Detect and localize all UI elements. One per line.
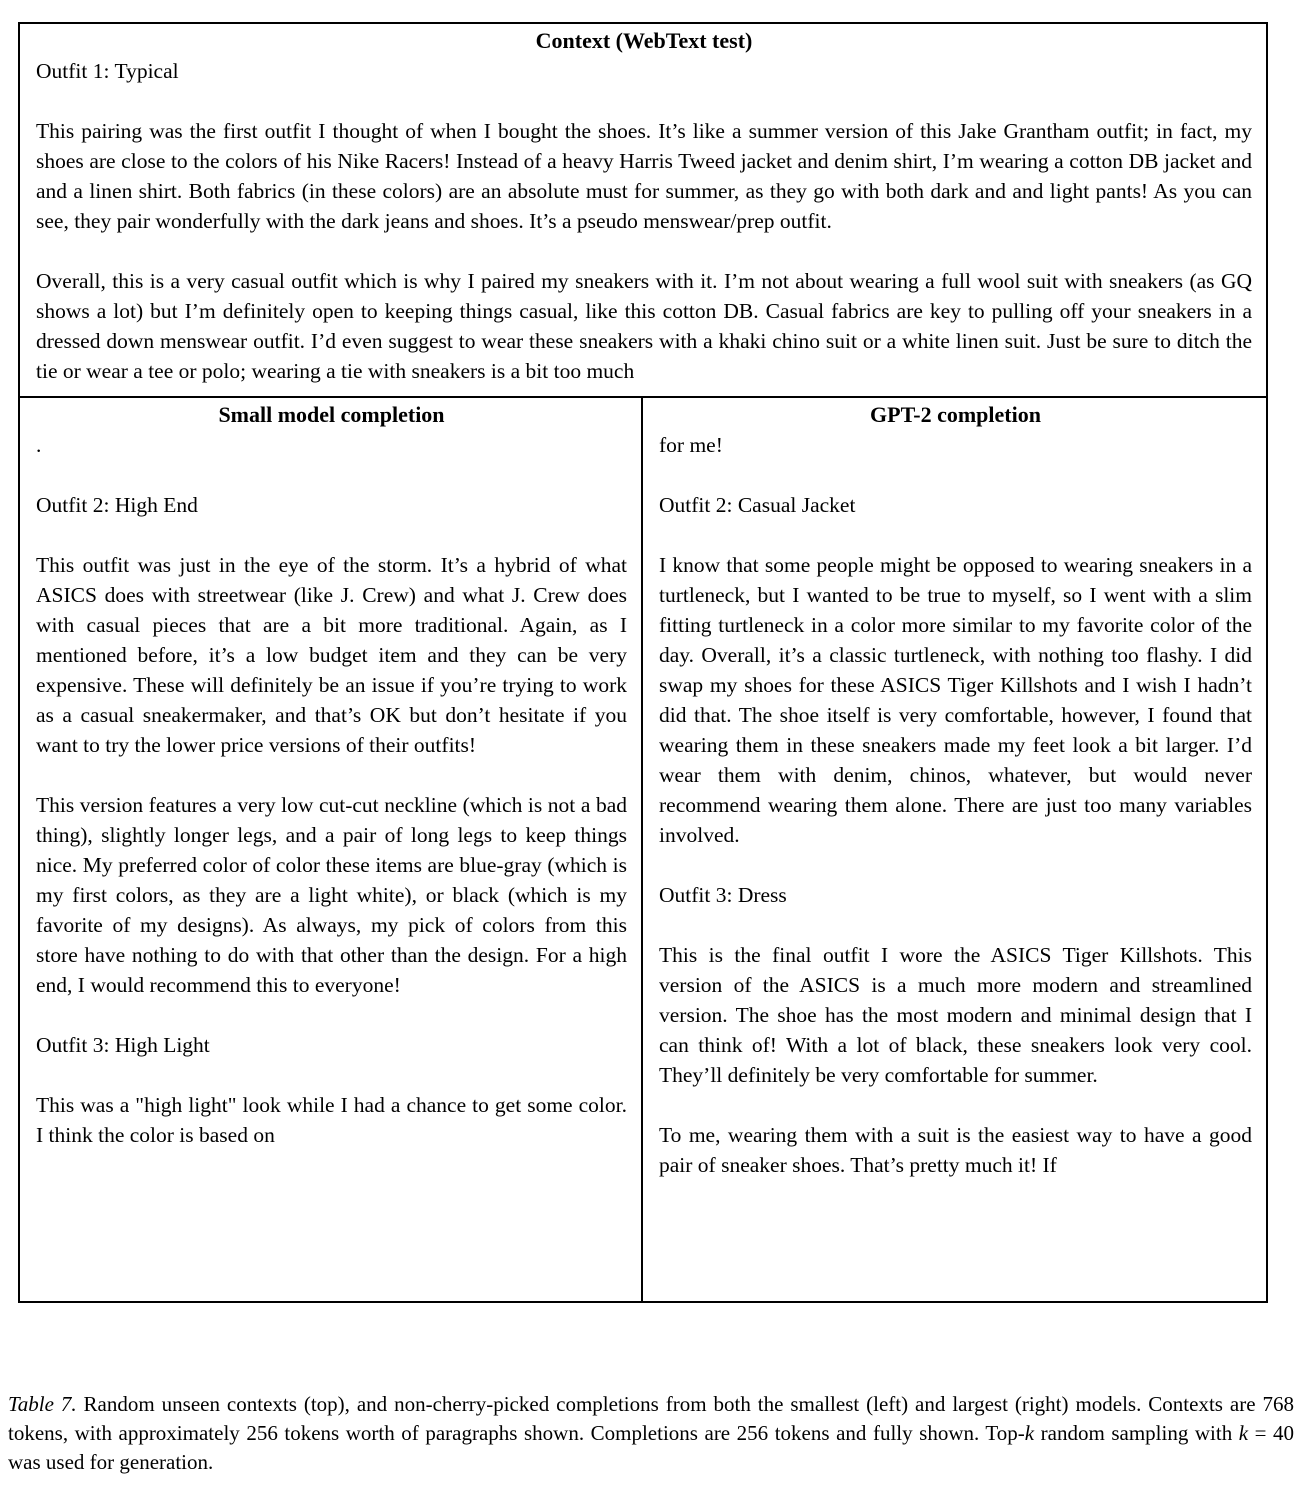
caption-text: Random unseen contexts (top), and non-cherry-picked completions from both the smallest (left) and largest (right) models. Contexts are 768 tokens, with approximately 256 tokens worth of paragraphs shown. Completions are 256 tokens and fully shown. Top-: [8, 1392, 1294, 1445]
context-paragraph: This pairing was the first outfit I thought of when I bought the shoes. It’s like a summer version of this Jake Grantham outfit; in fact, my shoes are close to the colors of his Nike Racers! Instead of a heavy Harris Tweed jacket and denim shirt, I’m wearing a cotton DB jacket and and a linen shirt. Both fabrics (in these colors) are an absolute must for summer, as they go with both dark and and light pants! As you can see, they pair wonderfully with the dark jeans and shoes. It’s a pseudo menswear/prep outfit.: [36, 119, 1252, 233]
context-outfit-heading: Outfit 1: Typical: [36, 59, 179, 83]
gpt2-paragraph: I know that some people might be opposed to wearing sneakers in a turtleneck, but I wanted to be true to myself, so I went with a slim fitting turtleneck in a color more similar to my favorite color of the day. Overall, it’s a classic turtleneck, with nothing too flashy. I did swap my shoes for these ASICS Tiger Killshots and I wish I hadn’t did that. The shoe itself is very comfortable, however, I found that wearing them in these sneakers made my feet look a bit larger. I’d wear them with denim, chinos, whatever, but would never recommend wearing them alone. There are just too many variables involved.: [659, 553, 1252, 847]
gpt2-column: [643, 398, 1266, 1301]
gpt2-paragraph: This is the final outfit I wore the ASICS Tiger Killshots. This version of the ASICS is a much more modern and streamlined version. The shoe has the most modern and minimal design that I can think of! With a lot of black, these sneakers look very cool. They’ll definitely be very comfortable for summer.: [659, 943, 1252, 1087]
small-model-outfit-heading: Outfit 2: High End: [36, 493, 198, 517]
results-table: [18, 22, 1268, 1303]
gpt2-header: GPT-2 completion: [870, 402, 1041, 427]
small-model-header: Small model completion: [218, 402, 445, 427]
small-model-fragment: .: [36, 433, 42, 457]
small-model-paragraph: This was a "high light" look while I had a chance to get some color. I think the color is based on: [36, 1093, 627, 1147]
gpt2-outfit-heading: Outfit 2: Casual Jacket: [659, 493, 856, 517]
small-model-paragraph: This outfit was just in the eye of the storm. It’s a hybrid of what ASICS does with streetwear (like J. Crew) and what J. Crew does with casual pieces that are a bit more traditional. Again, as I mentioned before, it’s a low budget item and they can be very expensive. These will definitely be an issue if you’re trying to work as a casual sneakermaker, and that’s OK but don’t hesitate if you want to try the lower price versions of their outfits!: [36, 553, 627, 757]
caption-text: = 40 was used for generation.: [8, 1421, 1295, 1474]
gpt2-fragment: for me!: [659, 433, 723, 457]
caption-label: Table 7.: [8, 1392, 77, 1416]
context-paragraph: Overall, this is a very casual outfit which is why I paired my sneakers with it. I’m not about wearing a full wool suit with sneakers (as GQ shows a lot) but I’m definitely open to keeping things casual, like this cotton DB. Casual fabrics are key to pulling off your sneakers in a dressed down menswear outfit. I’d even suggest to wear these sneakers with a khaki chino suit or a white linen suit. Just be sure to ditch the tie or wear a tee or polo; wearing a tie with sneakers is a bit too much: [36, 269, 1252, 383]
caption-k-variable: k: [1238, 1421, 1249, 1445]
small-model-outfit-heading: Outfit 3: High Light: [36, 1033, 210, 1057]
completion-columns: [20, 396, 1266, 1301]
caption-k-variable: k: [1024, 1421, 1035, 1445]
context-header: Context (WebText test): [535, 28, 753, 53]
context-cell: [20, 24, 1266, 396]
gpt2-paragraph: To me, wearing them with a suit is the easiest way to have a good pair of sneaker shoes. That’s pretty much it! If: [659, 1123, 1252, 1177]
small-model-column: [20, 398, 643, 1301]
caption-text: random sampling with: [1034, 1421, 1239, 1445]
table-caption: [8, 1390, 1294, 1477]
small-model-paragraph: This version features a very low cut-cut neckline (which is not a bad thing), slightly longer legs, and a pair of long legs to keep things nice. My preferred color of color these items are blue-gray (which is my first colors, as they are a light white), or black (which is my favorite of my designs). As always, my pick of colors from this store have nothing to do with that other than the design. For a high end, I would recommend this to everyone!: [36, 793, 627, 997]
gpt2-outfit-heading: Outfit 3: Dress: [659, 883, 787, 907]
